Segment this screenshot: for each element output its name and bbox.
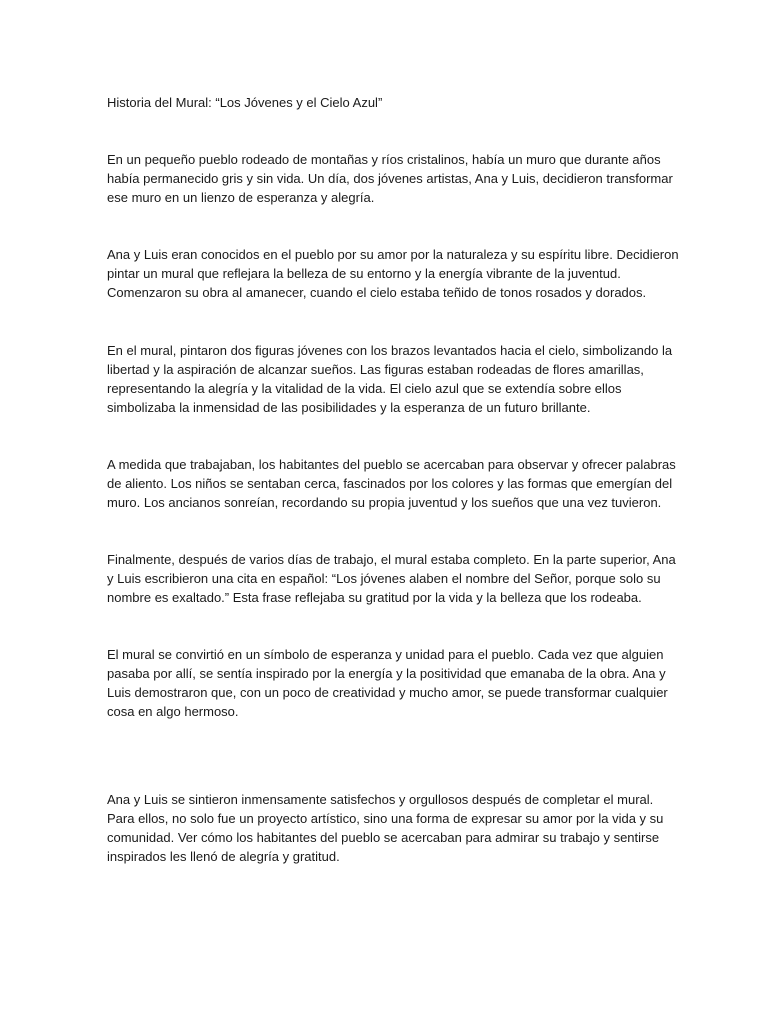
paragraph-6 bbox=[107, 645, 668, 721]
paragraph-3 bbox=[107, 341, 673, 417]
paragraph-line: había permanecido gris y sin vida. Un día, dos jóvenes artistas, Ana y Luis, decidieron transformar bbox=[107, 171, 673, 186]
paragraph-line: En el mural, pintaron dos figuras jóvenes con los brazos levantados hacia el cielo, simbolizando la bbox=[107, 343, 673, 358]
paragraph-5 bbox=[107, 550, 676, 607]
paragraph-line: cosa en algo hermoso. bbox=[107, 704, 239, 719]
paragraph-line: pasaba por allí, se sentía inspirado por la energía y la positividad que emanaba de la obra. Ana y bbox=[107, 666, 666, 681]
paragraph-line: Ana y Luis eran conocidos en el pueblo por su amor por la naturaleza y su espíritu libre. Decidieron bbox=[107, 247, 679, 262]
paragraph-line: libertad y la aspiración de alcanzar sueños. Las figuras estaban rodeadas de flores amarillas, bbox=[107, 362, 644, 377]
paragraph-4 bbox=[107, 455, 676, 512]
paragraph-line: Comenzaron su obra al amanecer, cuando el cielo estaba teñido de tonos rosados y dorados. bbox=[107, 285, 647, 300]
paragraph-line: ese muro en un lienzo de esperanza y alegría. bbox=[107, 190, 375, 205]
paragraph-1 bbox=[107, 150, 673, 207]
paragraph-line: Ana y Luis se sintieron inmensamente satisfechos y orgullosos después de completar el mural. bbox=[107, 792, 654, 807]
paragraph-line: simbolizaba la inmensidad de las posibilidades y la esperanza de un futuro brillante. bbox=[107, 400, 591, 415]
paragraph-line: y Luis escribieron una cita en español: “Los jóvenes alaben el nombre del Señor, porque solo su bbox=[107, 571, 661, 586]
paragraph-line: En un pequeño pueblo rodeado de montañas y ríos cristalinos, había un muro que durante años bbox=[107, 152, 661, 167]
paragraph-line: pintar un mural que reflejara la belleza de su entorno y la energía vibrante de la juventud. bbox=[107, 266, 621, 281]
paragraph-line: comunidad. Ver cómo los habitantes del pueblo se acercaban para admirar su trabajo y sentirse bbox=[107, 830, 660, 845]
paragraph-line: Finalmente, después de varios días de trabajo, el mural estaba completo. En la parte superior, Ana bbox=[107, 552, 676, 567]
paragraph-line: Para ellos, no solo fue un proyecto artístico, sino una forma de expresar su amor por la vida y su bbox=[107, 811, 664, 826]
document-title: Historia del Mural: “Los Jóvenes y el Cielo Azul” bbox=[107, 95, 383, 110]
paragraph-2 bbox=[107, 245, 679, 302]
paragraph-7 bbox=[107, 790, 663, 866]
paragraph-line: A medida que trabajaban, los habitantes del pueblo se acercaban para observar y ofrecer palabras bbox=[107, 457, 676, 472]
paragraph-line: El mural se convirtió en un símbolo de esperanza y unidad para el pueblo. Cada vez que alguien bbox=[107, 647, 664, 662]
paragraph-line: Luis demostraron que, con un poco de creatividad y mucho amor, se puede transformar cualquier bbox=[107, 685, 668, 700]
paragraph-line: de aliento. Los niños se sentaban cerca, fascinados por los colores y las formas que emergían del bbox=[107, 476, 673, 491]
paragraph-line: inspirados les llenó de alegría y gratitud. bbox=[107, 849, 340, 864]
paragraph-line: representando la alegría y la vitalidad de la vida. El cielo azul que se extendía sobre ellos bbox=[107, 381, 622, 396]
paragraph-line: muro. Los ancianos sonreían, recordando su propia juventud y los sueños que una vez tuvieron. bbox=[107, 495, 662, 510]
paragraph-line: nombre es exaltado.” Esta frase reflejaba su gratitud por la vida y la belleza que los rodeaba. bbox=[107, 590, 642, 605]
